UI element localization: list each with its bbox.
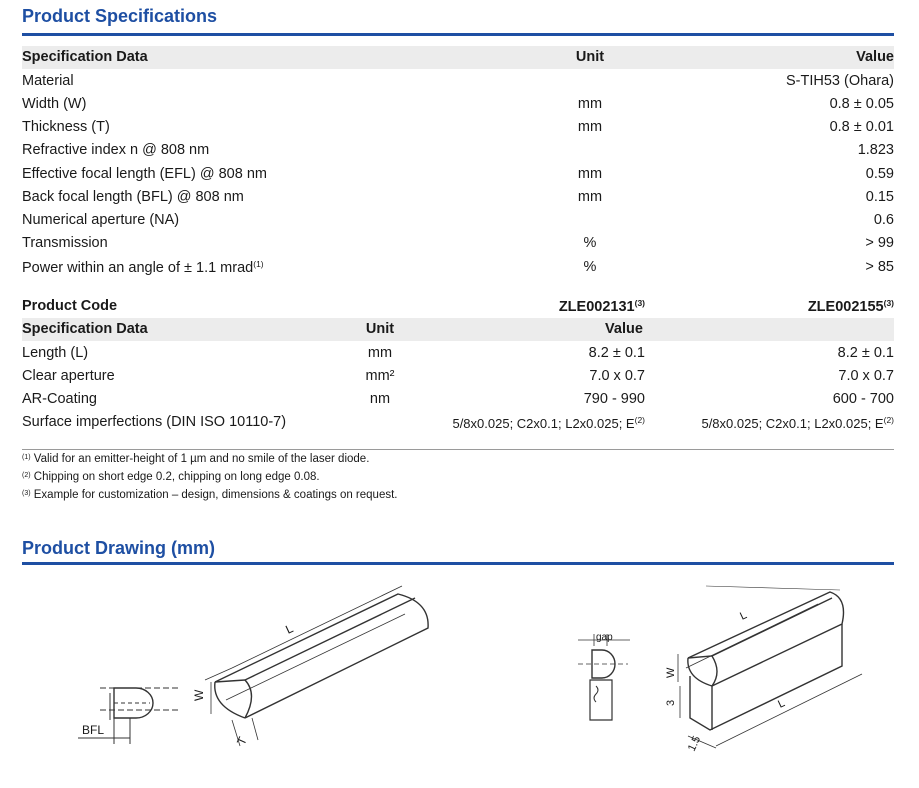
width-label: W: [192, 689, 206, 701]
lens-mount-cross-section: [578, 634, 630, 720]
table-row: Thickness (T) mm 0.8 ± 0.01: [22, 119, 894, 135]
title-underline: [22, 562, 894, 565]
title-underline: [22, 33, 894, 36]
table-row: Numerical aperture (NA) 0.6: [22, 212, 894, 228]
footnote: $^{(3)}$ Example for customization – design, dimensions & coatings on request.: [22, 489, 398, 501]
length-label: L: [283, 621, 296, 637]
header-unit: Unit: [575, 49, 605, 65]
table-row: Effective focal length (EFL) @ 808 nm mm 0.59: [22, 166, 894, 182]
section-title-specifications: Product Specifications: [22, 6, 218, 26]
length-label: L: [738, 609, 749, 623]
product-header-row: Specification Data Unit Value: [22, 318, 894, 341]
footnote: $^{(2)}$ Chipping on short edge 0.2, chipping on long edge 0.08.: [22, 471, 320, 483]
footnote: $^{(1)}$ Valid for an emitter-height of 1 µm and no smile of the laser diode.: [22, 453, 370, 465]
header-spec: Specification Data: [22, 49, 148, 65]
width-label: W: [665, 667, 677, 678]
section-title-drawing: Product Drawing (mm): [22, 538, 216, 558]
product-code-row: Product Code ZLE002131$^{(3)}$ ZLE002155$^{(3)}$: [22, 298, 894, 315]
table-row: AR-Coating nm 790 - 990 600 - 700: [22, 391, 894, 407]
product-code: ZLE002131: [558, 299, 635, 315]
gap-label: gap: [596, 632, 613, 643]
base-label: 1.5: [685, 734, 704, 754]
product-drawing: [0, 568, 919, 788]
table-row: Refractive index n @ 808 nm 1.823: [22, 142, 894, 158]
height-label: 3: [665, 699, 677, 706]
thickness-label: T: [234, 734, 250, 748]
table-row: Back focal length (BFL) @ 808 nm mm 0.15: [22, 189, 894, 205]
lens-rod-left: [205, 586, 428, 746]
table-row: Length (L) mm 8.2 ± 0.1 8.2 ± 0.1: [22, 345, 894, 361]
table-row: Width (W) mm 0.8 ± 0.05: [22, 96, 894, 112]
header-value: Value: [856, 49, 894, 65]
product-code: ZLE002155: [807, 299, 884, 315]
footnote-divider: [22, 449, 894, 450]
table-row: Power within an angle of ± 1.1 mrad$^{(1)}$ % > 85: [22, 259, 894, 276]
table-row: Material S-TIH53 (Ohara): [22, 73, 894, 89]
table-row: Clear aperture mm² 7.0 x 0.7 7.0 x 0.7: [22, 368, 894, 384]
spec-header-row: [22, 46, 894, 69]
length-label-bottom: L: [776, 697, 787, 711]
table-row: Transmission % > 99: [22, 235, 894, 251]
lens-rod-right: [678, 586, 862, 748]
bfl-label: BFL: [82, 723, 105, 737]
footnote-ref: (1): [253, 259, 264, 269]
table-row: Surface imperfections (DIN ISO 10110-7) 5/8x0.025; C2x0.1; L2x0.025; $E^{(2)}$ 5/8x0.025; C2x0.1; L2x0.025; $E^{(2)}$: [22, 414, 894, 431]
